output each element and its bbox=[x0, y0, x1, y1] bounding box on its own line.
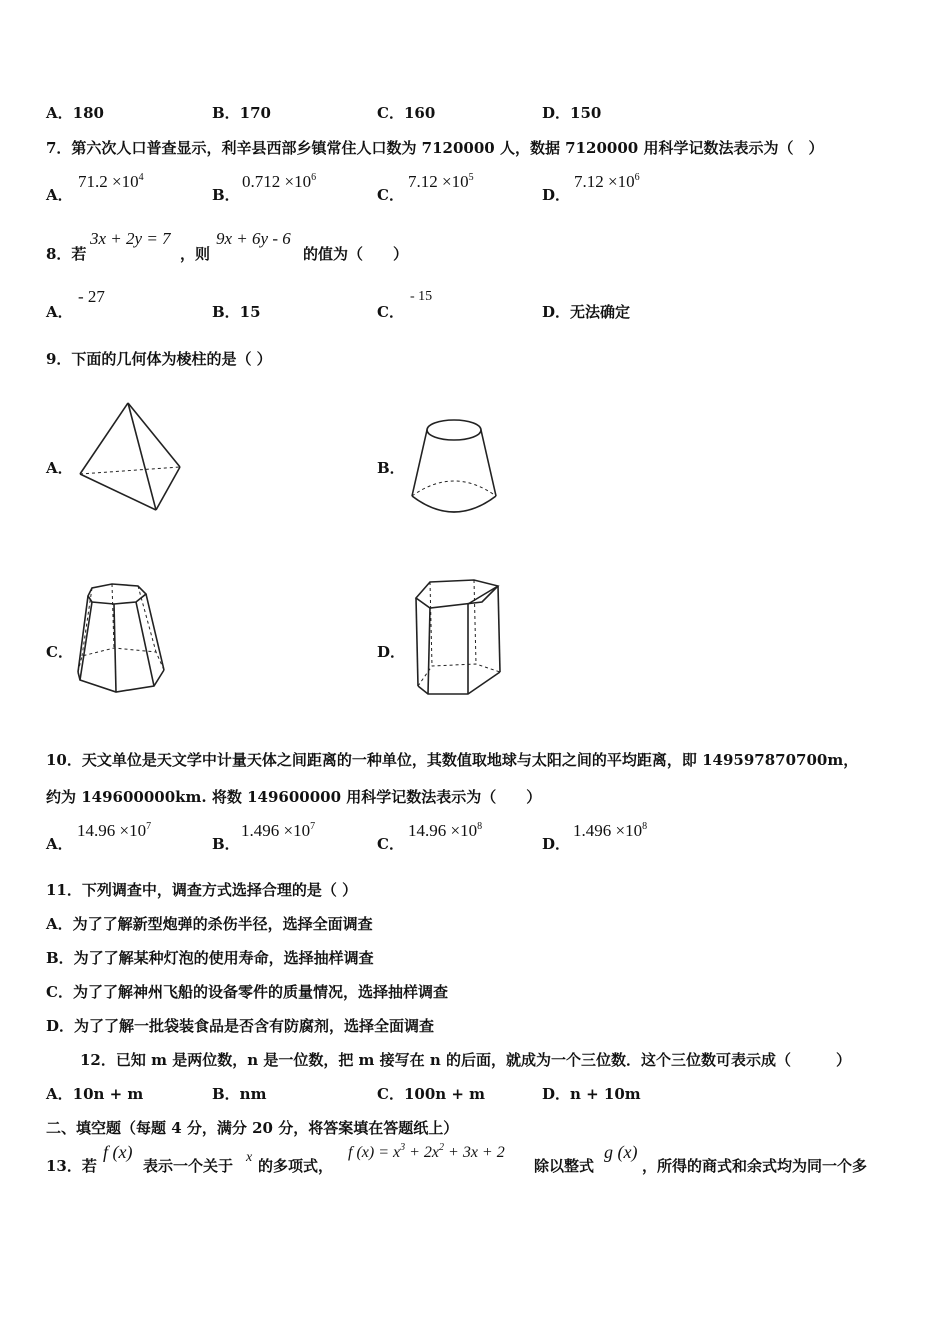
q9-label-d: D． bbox=[377, 643, 406, 661]
q7-math-a: $71.2 \times 10^4$ bbox=[78, 172, 144, 191]
hexagonal-prism-figure bbox=[410, 578, 506, 698]
q8-mid: ，则 bbox=[180, 245, 211, 263]
q8-prefix: 8．若 bbox=[46, 245, 87, 263]
q10-label-b: B． bbox=[212, 835, 240, 853]
q8-option-d: D．无法确定 bbox=[542, 303, 631, 321]
q9-label-a: A． bbox=[46, 459, 73, 477]
q12-option-c: C．100n + m bbox=[377, 1085, 486, 1103]
q11-option-d: D．为了了解一批袋装食品是否含有防腐剂，选择全面调查 bbox=[46, 1017, 435, 1035]
frustum-prism-figure bbox=[74, 582, 170, 694]
q9-label-c: C． bbox=[46, 643, 73, 661]
q8-condition: 3x + 2y = 7 bbox=[90, 229, 171, 248]
q11-option-b: B．为了了解某种灯泡的使用寿命，选择抽样调查 bbox=[46, 949, 374, 967]
q10-line2: 约为 149600000km. 将数 149600000 用科学记数法表示为（ ） bbox=[46, 788, 542, 806]
q12-text: 12．已知 m 是两位数，n 是一位数，把 m 接写在 n 的后面，就成为一个三位数．这个三位数可表示成（ ） bbox=[80, 1051, 851, 1069]
q13-text-2: 的多项式， bbox=[258, 1157, 334, 1175]
q6-option-a: A．180 bbox=[46, 104, 104, 122]
q6-option-c: C．160 bbox=[377, 104, 436, 122]
q8-option-b: B．15 bbox=[212, 303, 261, 321]
q6-option-b: B．170 bbox=[212, 104, 271, 122]
q12-option-a: A．10n + m bbox=[46, 1085, 144, 1103]
q9-text: 9．下面的几何体为棱柱的是（ ） bbox=[46, 350, 272, 368]
q13-x: x bbox=[246, 1150, 253, 1165]
q13-text-4: ，所得的商式和余式均为同一个多 bbox=[642, 1157, 868, 1175]
q10-label-c: C． bbox=[377, 835, 404, 853]
tetrahedron-figure bbox=[74, 400, 186, 515]
q10-label-a: A． bbox=[46, 835, 73, 853]
q10-label-d: D． bbox=[542, 835, 571, 853]
q10-math-a: $14.96 \times 10^7$ bbox=[77, 821, 152, 840]
q11-option-a: A．为了了解新型炮弹的杀伤半径，选择全面调查 bbox=[46, 915, 373, 933]
q8-value-a: - 27 bbox=[78, 287, 105, 306]
q11-text: 11．下列调查中，调查方式选择合理的是（ ） bbox=[46, 881, 358, 899]
q7-text: 7．第六次人口普查显示，利辛县西部乡镇常住人口数为 7120000 人，数据 7120000 用科学记数法表示为（ ） bbox=[46, 139, 824, 157]
q10-math-d: $1.496 \times 10^8$ bbox=[573, 821, 648, 840]
q6-option-d: D．150 bbox=[542, 104, 602, 122]
q12-option-d: D．n + 10m bbox=[542, 1085, 641, 1103]
q8-label-c: C． bbox=[377, 303, 404, 321]
q9-label-b: B． bbox=[377, 459, 405, 477]
q7-math-c: $7.12 \times 10^5$ bbox=[408, 172, 474, 191]
q7-math-d: $7.12 \times 10^6$ bbox=[574, 172, 640, 191]
section-heading-fill-in: 二、填空题（每题 4 分，满分 20 分，将答案填在答题纸上） bbox=[46, 1119, 459, 1137]
q10-math-b: $1.496 \times 10^7$ bbox=[241, 821, 316, 840]
q11-option-c: C．为了了解神州飞船的设备零件的质量情况，选择抽样调查 bbox=[46, 983, 448, 1001]
q8-value-c: - 15 bbox=[410, 289, 433, 304]
q8-label-a: A． bbox=[46, 303, 73, 321]
q8-expression: 9x + 6y - 6 bbox=[216, 229, 291, 248]
q10-math-c: $14.96 \times 10^8$ bbox=[408, 821, 483, 840]
q7-label-d: D． bbox=[542, 186, 571, 204]
q7-label-c: C． bbox=[377, 186, 404, 204]
q13-gx: g (x) bbox=[604, 1142, 638, 1162]
q12-option-b: B．nm bbox=[212, 1085, 267, 1103]
q13-text-3: 除以整式 bbox=[534, 1157, 595, 1175]
q8-suffix: 的值为（ ） bbox=[303, 245, 409, 263]
q10-line1: 10．天文单位是天文学中计量天体之间距离的一种单位，其数值取地球与太阳之间的平均距离，即 149597870700m， bbox=[46, 751, 859, 769]
q7-label-a: A． bbox=[46, 186, 73, 204]
frustum-cone-figure bbox=[408, 416, 500, 516]
q13-fx: f (x) bbox=[103, 1142, 133, 1162]
q7-label-b: B． bbox=[212, 186, 240, 204]
q13-prefix: 13．若 bbox=[46, 1157, 97, 1175]
q7-math-b: $0.712 \times 10^6$ bbox=[242, 172, 317, 191]
q13-text-1: 表示一个关于 bbox=[143, 1157, 234, 1175]
q13-polynomial: f $(x) = x^3 + 2x^2 + 3x + 2$ bbox=[348, 1142, 505, 1161]
